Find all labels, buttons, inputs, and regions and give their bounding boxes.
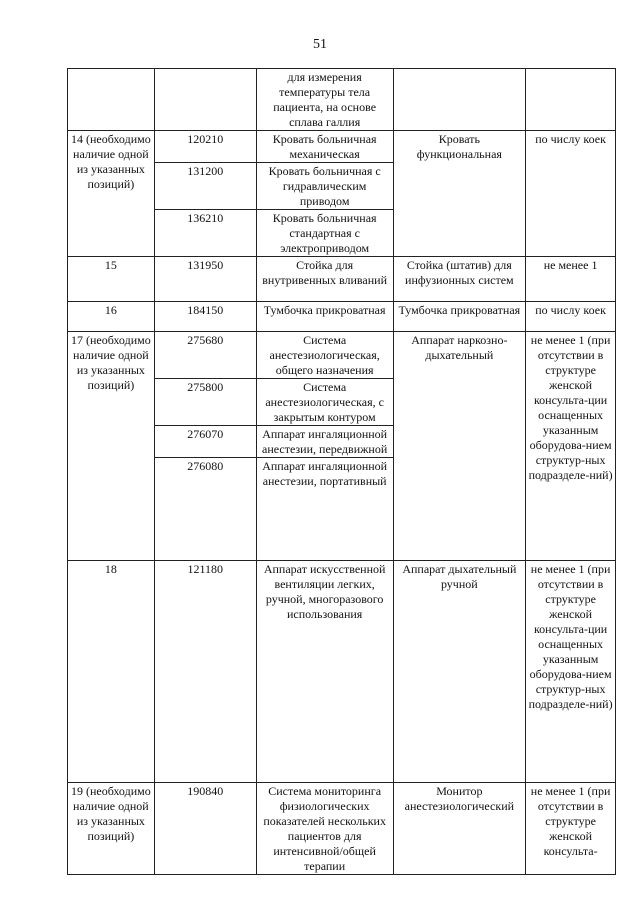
item-code: 275680 [154, 332, 256, 379]
item-code: 120210 [154, 131, 256, 163]
required-equipment: Монитор анестезиологический [393, 783, 526, 875]
item-code: 190840 [154, 783, 256, 875]
item-code: 276080 [154, 458, 256, 561]
required-equipment [393, 69, 526, 131]
item-name: Стойка для внутривенных вливаний [256, 257, 393, 302]
item-name: Кровать больничная с гидравлическим приводом [256, 163, 393, 210]
row-number: 17 (необходимо наличие одной из указанных позиций) [68, 332, 155, 561]
row-number: 14 (необходимо наличие одной из указанных позиций) [68, 131, 155, 257]
table-row [68, 783, 616, 875]
required-equipment: Стойка (штатив) для инфузионных систем [393, 257, 526, 302]
item-code: 131200 [154, 163, 256, 210]
item-name: Система мониторинга физиологических показателей нескольких пациентов для интенсивной/общей терапии [256, 783, 393, 875]
table-row [68, 257, 616, 302]
table-row [68, 69, 616, 131]
required-equipment: Тумбочка прикроватная [393, 302, 526, 332]
item-name: Аппарат искусственной вентиляции легких, ручной, многоразового использования [256, 561, 393, 783]
item-code [154, 69, 256, 131]
quantity [526, 69, 616, 131]
item-code: 276070 [154, 426, 256, 458]
equipment-table [67, 68, 616, 875]
table-row [68, 561, 616, 783]
item-code: 121180 [154, 561, 256, 783]
table-row [68, 302, 616, 332]
item-name: для измерения температуры тела пациента, на основе сплава галлия [256, 69, 393, 131]
item-code: 131950 [154, 257, 256, 302]
page-number: 51 [313, 37, 327, 52]
row-number: 16 [68, 302, 155, 332]
item-name: Кровать больничная механическая [256, 131, 393, 163]
quantity: не менее 1 [526, 257, 616, 302]
quantity: не менее 1 (при отсутствии в структуре женской консульта-ции оснащенных указанным оборудова-нием структур-ных подразделе-ний) [526, 332, 616, 561]
item-name: Система анестезиологическая, общего назначения [256, 332, 393, 379]
item-code: 275800 [154, 379, 256, 426]
item-code: 136210 [154, 210, 256, 257]
quantity: не менее 1 (при отсутствии в структуре женской консульта- [526, 783, 616, 875]
row-number: 19 (необходимо наличие одной из указанных позиций) [68, 783, 155, 875]
item-name: Аппарат ингаляционной анестезии, портативный [256, 458, 393, 561]
item-code: 184150 [154, 302, 256, 332]
item-name: Система анестезиологическая, с закрытым контуром [256, 379, 393, 426]
quantity: не менее 1 (при отсутствии в структуре женской консульта-ции оснащенных указанным оборудова-нием структур-ных подразделе-ний) [526, 561, 616, 783]
required-equipment: Аппарат наркозно-дыхательный [393, 332, 526, 561]
row-number: 18 [68, 561, 155, 783]
table-row [68, 131, 616, 163]
item-name: Кровать больничная стандартная с электроприводом [256, 210, 393, 257]
item-name: Аппарат ингаляционной анестезии, передвижной [256, 426, 393, 458]
row-number [68, 69, 155, 131]
required-equipment: Кровать функциональная [393, 131, 526, 257]
quantity: по числу коек [526, 302, 616, 332]
row-number: 15 [68, 257, 155, 302]
quantity: по числу коек [526, 131, 616, 257]
item-name: Тумбочка прикроватная [256, 302, 393, 332]
required-equipment: Аппарат дыхательный ручной [393, 561, 526, 783]
table-row [68, 332, 616, 379]
